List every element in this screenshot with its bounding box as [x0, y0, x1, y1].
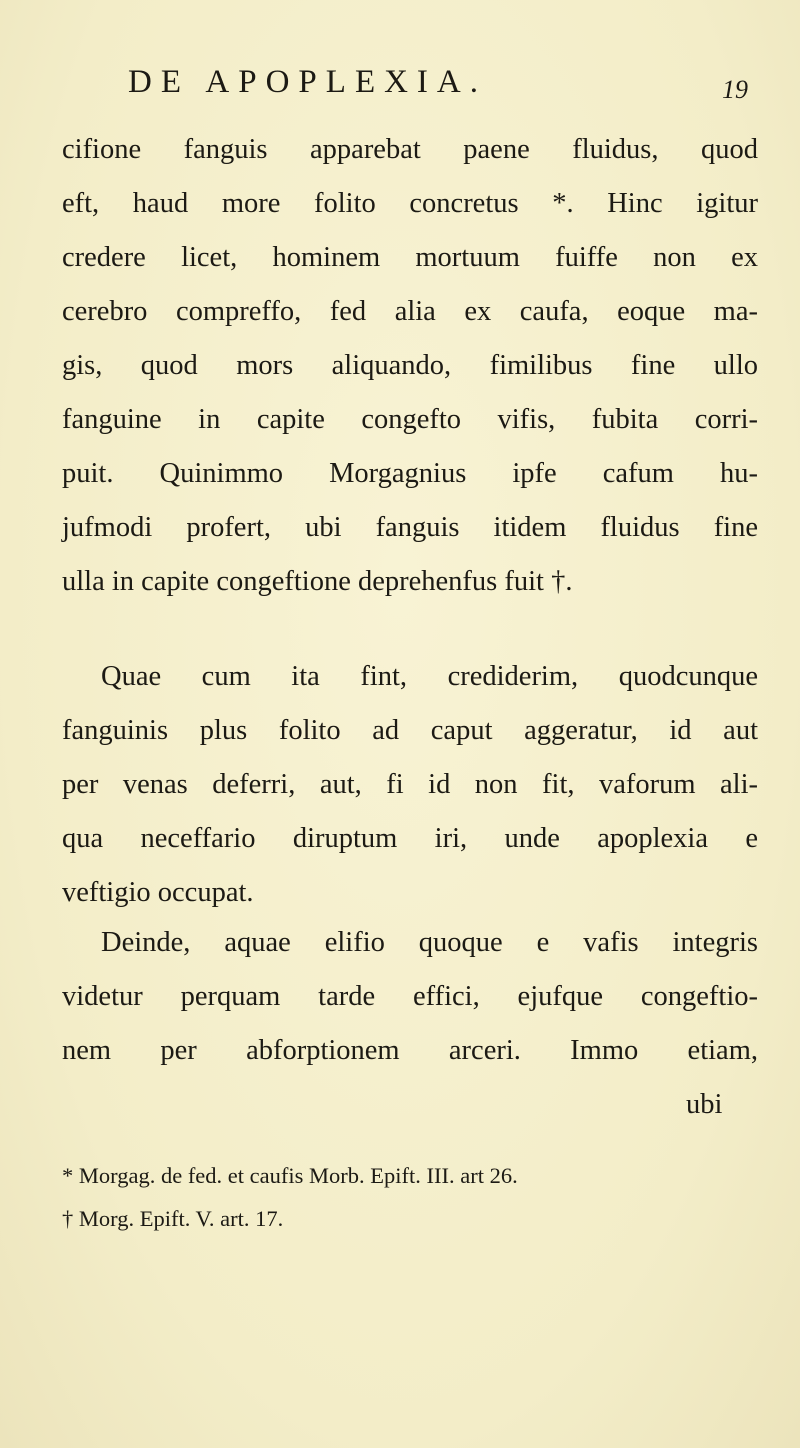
- text-line: puit. Quinimmo Morgagnius ipfe cafum hu-: [62, 458, 758, 489]
- footnote-2: † Morg. Epift. V. art. 17.: [62, 1206, 284, 1231]
- text-line: nem per abforptionem arceri. Immo etiam,: [62, 1035, 758, 1066]
- text-line: cerebro compreffo, fed alia ex caufa, eoque ma-: [62, 296, 758, 327]
- text-line: videtur perquam tarde effici, ejufque congeftio-: [62, 981, 758, 1012]
- text-line: ulla in capite congeftione deprehenfus fuit †.: [62, 566, 573, 597]
- text-line: jufmodi profert, ubi fanguis itidem fluidus fine: [62, 512, 758, 543]
- footnote-1: * Morgag. de fed. et caufis Morb. Epift. III. art 26.: [62, 1163, 518, 1188]
- text-line: per venas deferri, aut, fi id non fit, vaforum ali-: [62, 769, 758, 800]
- text-line: qua neceffario diruptum iri, unde apoplexia e: [62, 823, 758, 854]
- text-line: Quae cum ita fint, crediderim, quodcunque: [101, 661, 758, 692]
- text-line: credere licet, hominem mortuum fuiffe non ex: [62, 242, 758, 273]
- text-line: cifione fanguis apparebat paene fluidus, quod: [62, 134, 758, 165]
- text-line: fanguinis plus folito ad caput aggeratur, id aut: [62, 715, 758, 746]
- text-line: Deinde, aquae elifio quoque e vafis integris: [101, 927, 758, 958]
- text-line: veftigio occupat.: [62, 877, 254, 908]
- text-line: gis, quod mors aliquando, fimilibus fine ullo: [62, 350, 758, 381]
- running-title: DE APOPLEXIA.: [128, 64, 488, 100]
- page-number: 19: [722, 75, 748, 104]
- text-line: eft, haud more folito concretus *. Hinc igitur: [62, 188, 758, 219]
- catchword: ubi: [686, 1089, 723, 1120]
- text-line: fanguine in capite congefto vifis, fubita corri-: [62, 404, 758, 435]
